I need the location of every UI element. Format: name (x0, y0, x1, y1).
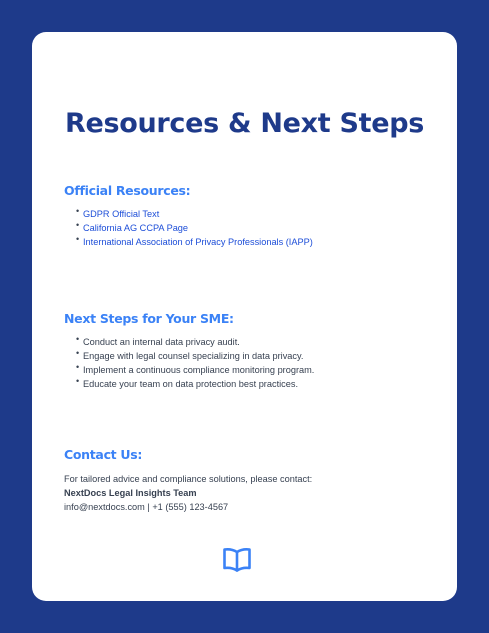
resource-link-gdpr[interactable]: GDPR Official Text (83, 209, 160, 219)
page-title: Resources & Next Steps (64, 108, 425, 139)
list-item (64, 207, 424, 221)
list-item (64, 377, 424, 391)
step-text: Conduct an internal data privacy audit. (83, 337, 240, 347)
contact-heading: Contact Us: (64, 447, 143, 462)
official-resources-list (64, 207, 424, 249)
resource-link-iapp[interactable]: International Association of Privacy Professionals (IAPP) (83, 237, 313, 247)
bullet-icon: • (76, 376, 80, 386)
bullet-icon: • (76, 334, 80, 344)
contact-section (64, 447, 424, 514)
bullet-icon: • (76, 234, 80, 244)
bullet-icon: • (76, 206, 80, 216)
bullet-icon: • (76, 362, 80, 372)
step-text: Engage with legal counsel specializing in data privacy. (83, 351, 304, 361)
list-item (64, 335, 424, 349)
open-book-icon (222, 545, 252, 575)
resource-link-ccpa[interactable]: California AG CCPA Page (83, 223, 189, 233)
official-resources-heading: Official Resources: (64, 183, 191, 198)
list-item (64, 349, 424, 363)
official-resources-section (64, 183, 424, 249)
contact-team-name: NextDocs Legal Insights Team (64, 488, 197, 498)
step-text: Educate your team on data protection best practices. (83, 379, 299, 389)
bullet-icon: • (76, 348, 80, 358)
contact-email-phone: info@nextdocs.com | +1 (555) 123-4567 (64, 502, 229, 512)
list-item (64, 235, 424, 249)
bullet-icon: • (76, 220, 80, 230)
next-steps-heading: Next Steps for Your SME: (64, 311, 234, 326)
list-item (64, 221, 424, 235)
list-item (64, 363, 424, 377)
next-steps-list (64, 335, 424, 391)
contact-intro: For tailored advice and compliance solutions, please contact: (64, 474, 313, 484)
next-steps-section (64, 311, 424, 391)
contact-details (64, 472, 424, 514)
step-text: Implement a continuous compliance monitoring program. (83, 365, 315, 375)
